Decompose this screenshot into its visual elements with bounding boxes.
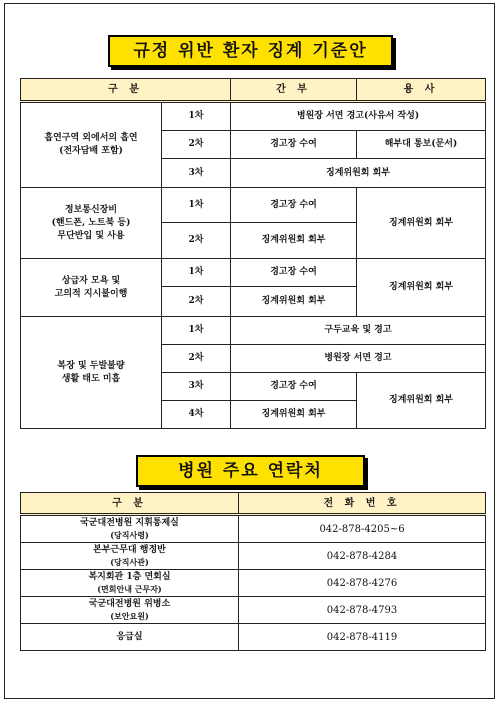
header-category: 구 분 — [21, 79, 231, 102]
offense-level: 2차 — [162, 345, 231, 373]
contact-row — [21, 515, 486, 543]
contact-sub: (당직사령) — [110, 530, 149, 540]
violation-label-2: 생활 태도 미흡 — [61, 373, 121, 384]
contact-name — [21, 624, 239, 651]
contacts-title-banner: 병원 주요 연락처 — [136, 455, 365, 487]
offense-level: 4차 — [162, 401, 231, 429]
contact-phone: 042-878-4119 — [239, 624, 486, 651]
penalty-officer: 징계위원회 회부 — [231, 287, 357, 317]
discipline-title-banner: 규정 위반 환자 징계 기준안 — [108, 35, 393, 67]
table-row — [21, 317, 486, 345]
contact-name-label: 국군대전병원 지휘통제실 — [80, 518, 179, 528]
contact-name — [21, 543, 239, 570]
violation-label-2: 고의적 지시불이행 — [54, 288, 128, 299]
contacts-table — [20, 492, 486, 651]
contact-name-label: 본부근무대 행정반 — [93, 545, 166, 555]
offense-level: 2차 — [162, 131, 231, 159]
violation-category — [21, 317, 162, 429]
offense-level: 3차 — [162, 373, 231, 401]
penalty-officer: 경고장 수여 — [231, 373, 357, 401]
penalty-all: 병원장 서면 경고 — [231, 345, 486, 373]
header-contact-name: 구 분 — [21, 493, 239, 515]
violation-sublabel: (핸드폰, 노트북 등) — [51, 217, 131, 228]
violation-category — [21, 259, 162, 317]
header-enlisted: 용 사 — [357, 79, 486, 102]
violation-category — [21, 102, 162, 188]
table-row — [21, 188, 486, 223]
penalty-officer: 경고장 수여 — [231, 188, 357, 223]
offense-level: 1차 — [162, 317, 231, 345]
contact-name — [21, 515, 239, 543]
contact-row — [21, 597, 486, 624]
contact-name — [21, 570, 239, 597]
penalty-enlisted: 징계위원회 회부 — [357, 188, 486, 259]
penalty-officer: 경고장 수여 — [231, 131, 357, 159]
violation-label: 복장 및 두발불량 — [57, 360, 125, 371]
discipline-header-row — [21, 79, 486, 102]
offense-level: 1차 — [162, 259, 231, 287]
contact-row — [21, 543, 486, 570]
penalty-enlisted: 징계위원회 회부 — [357, 259, 486, 317]
contact-sub: (보안요원) — [110, 611, 149, 621]
contact-phone: 042-878-4793 — [239, 597, 486, 624]
penalty-enlisted: 해부대 통보(문서) — [357, 131, 486, 159]
violation-label-2: 무단반입 및 사용 — [57, 230, 125, 241]
table-row — [21, 102, 486, 131]
violation-category — [21, 188, 162, 259]
offense-level: 2차 — [162, 223, 231, 259]
contact-row — [21, 624, 486, 651]
contact-sub: (면회안내 근무자) — [97, 584, 162, 594]
contact-name — [21, 597, 239, 624]
violation-label: 상급자 모욕 및 — [61, 275, 121, 286]
contact-phone: 042-878-4205~6 — [239, 515, 486, 543]
penalty-officer: 징계위원회 회부 — [231, 401, 357, 429]
contact-row — [21, 570, 486, 597]
table-row — [21, 259, 486, 287]
discipline-table — [20, 78, 486, 429]
contact-sub: (당직사관) — [110, 557, 149, 567]
penalty-all: 병원장 서면 경고(사유서 작성) — [231, 102, 486, 131]
contact-name-label: 국군대전병원 위병소 — [88, 599, 171, 609]
offense-level: 1차 — [162, 102, 231, 131]
offense-level: 2차 — [162, 287, 231, 317]
contact-name-label: 응급실 — [116, 631, 143, 642]
violation-label: 흡연구역 외에서의 흡연 — [44, 133, 138, 143]
contact-phone: 042-878-4284 — [239, 543, 486, 570]
penalty-all: 징계위원회 회부 — [231, 159, 486, 188]
offense-level: 3차 — [162, 159, 231, 188]
contact-name-label: 복지회관 1층 면회실 — [88, 572, 171, 582]
header-phone: 전 화 번 호 — [239, 493, 486, 515]
penalty-enlisted: 징계위원회 회부 — [357, 373, 486, 429]
penalty-officer: 경고장 수여 — [231, 259, 357, 287]
contacts-header-row — [21, 493, 486, 515]
violation-label: 정보통신장비 — [64, 204, 118, 215]
violation-sublabel: (전자담배 포함) — [59, 146, 123, 156]
offense-level: 1차 — [162, 188, 231, 223]
penalty-all: 구두교육 및 경고 — [231, 317, 486, 345]
penalty-officer: 징계위원회 회부 — [231, 223, 357, 259]
contact-phone: 042-878-4276 — [239, 570, 486, 597]
header-officer: 간 부 — [231, 79, 357, 102]
